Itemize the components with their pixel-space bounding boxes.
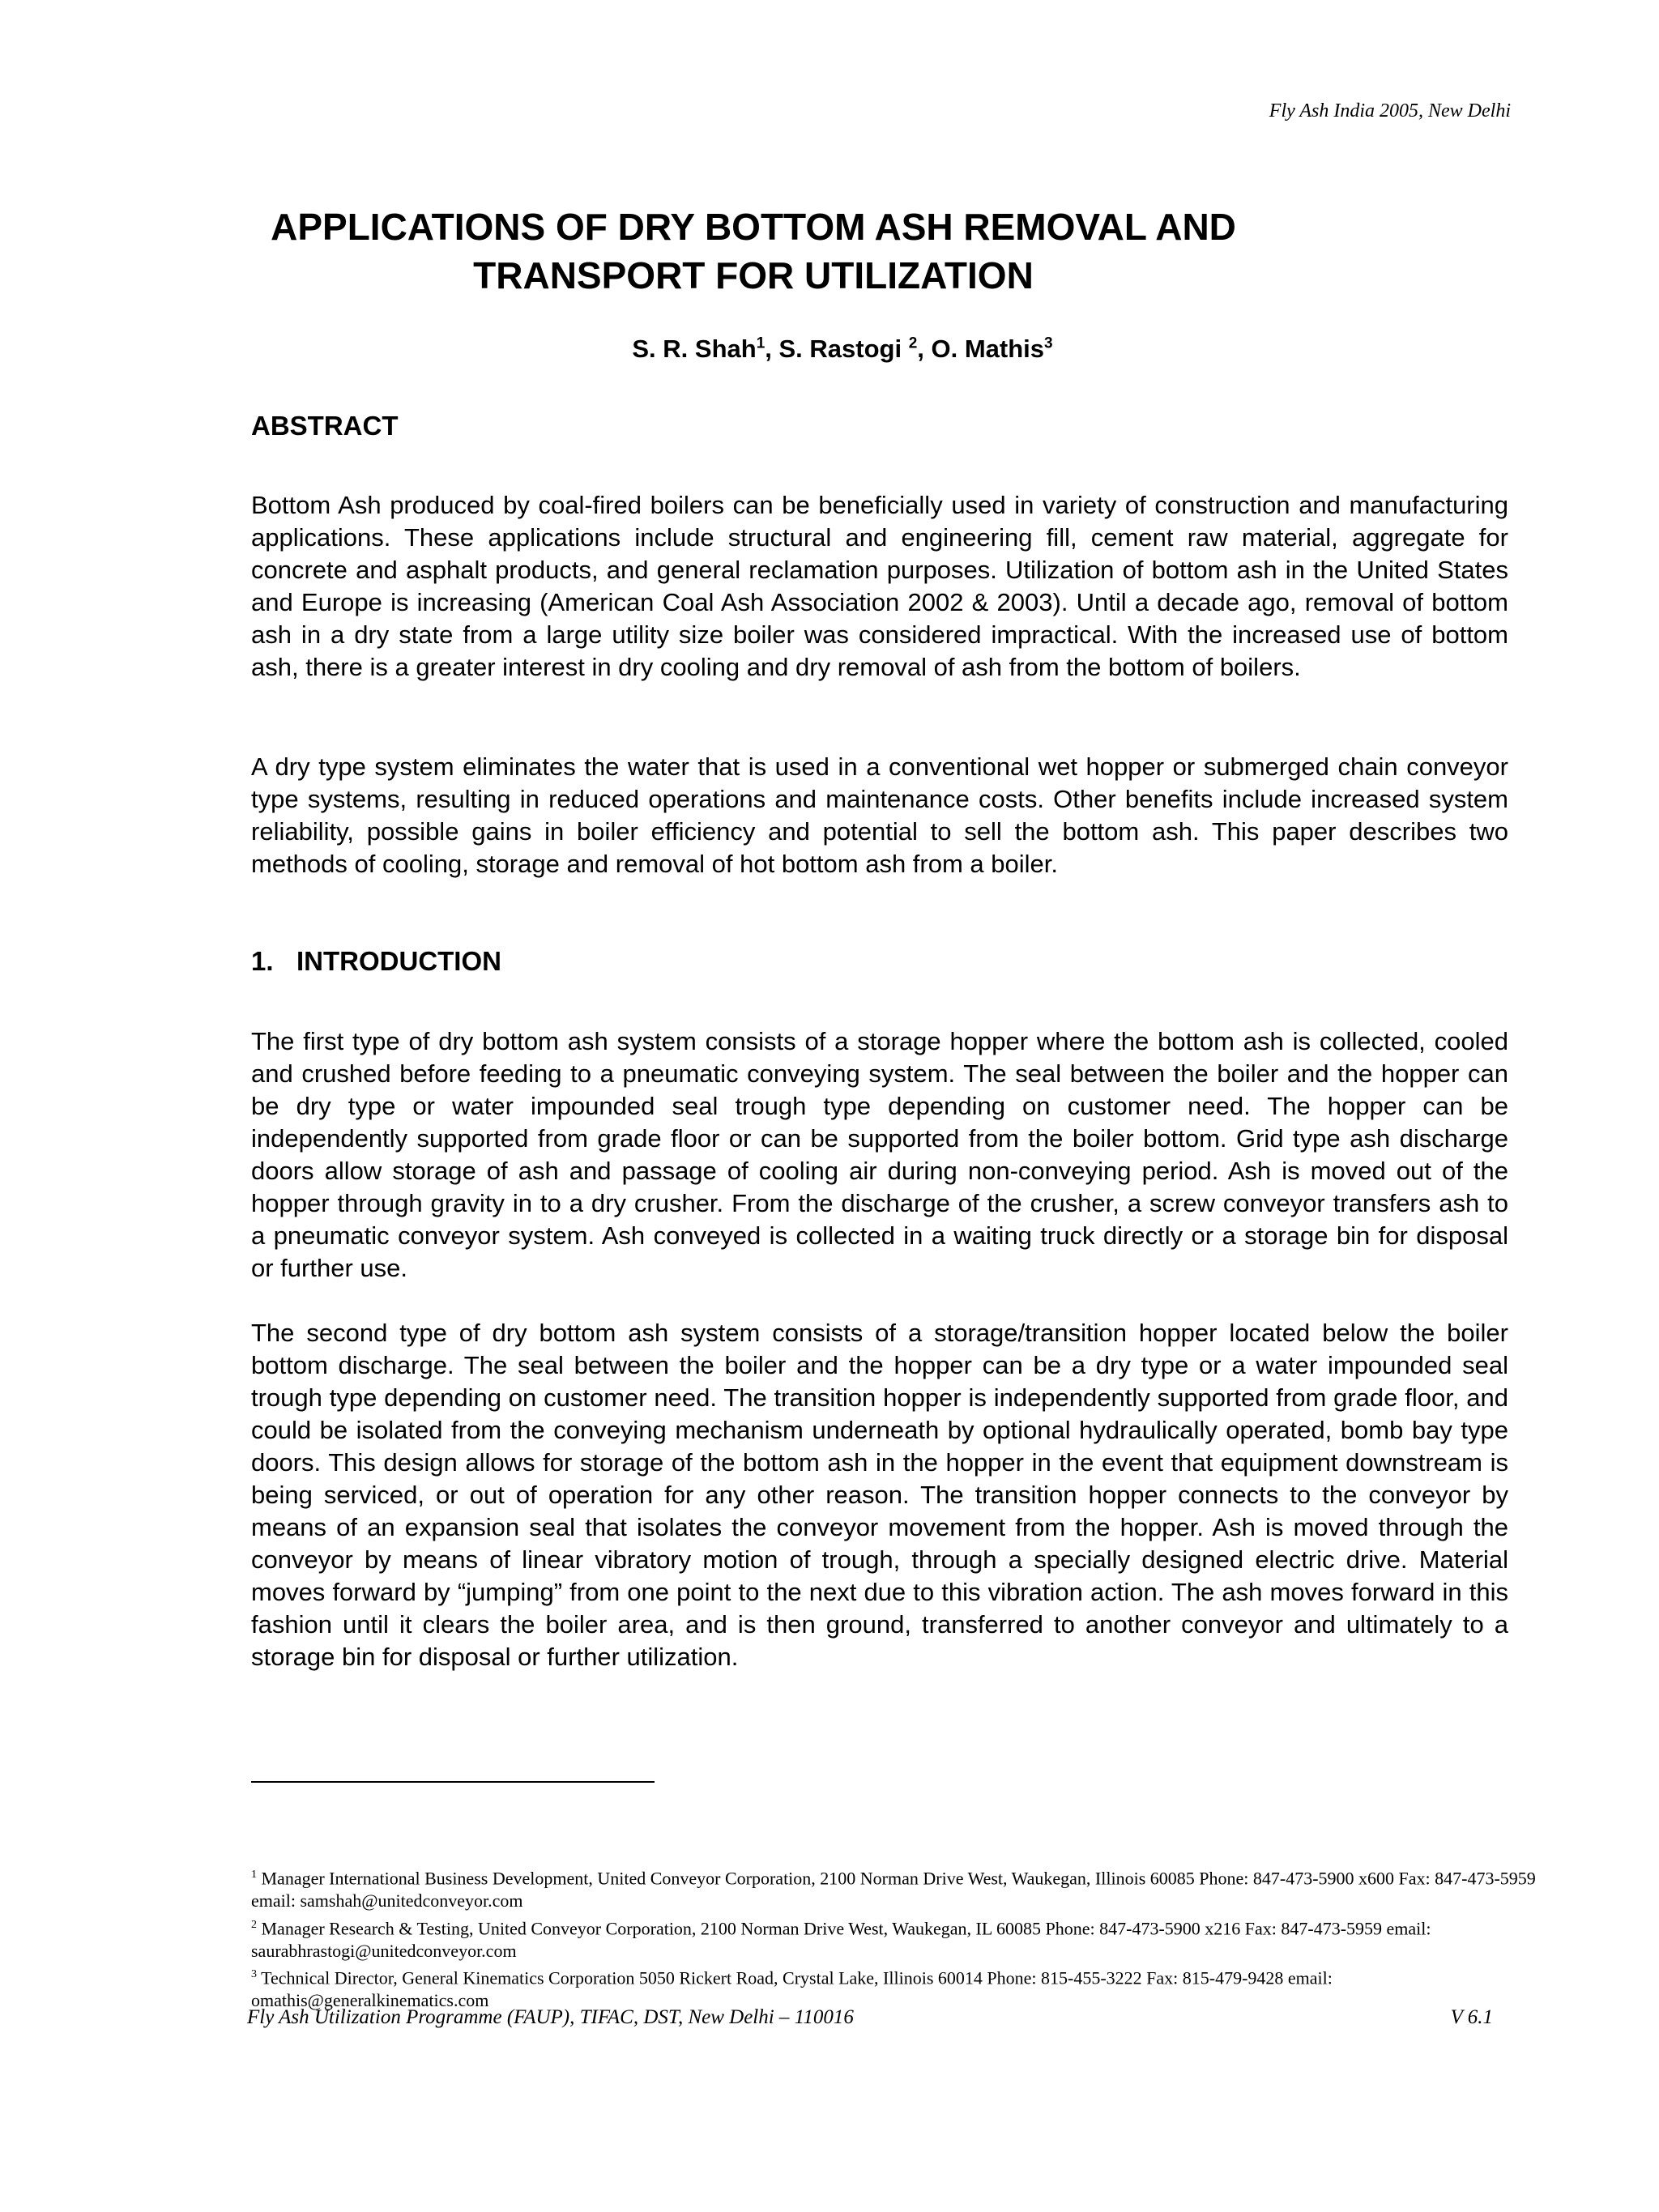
footnote-mark: 3 (251, 1968, 257, 1980)
author-affiliation-mark: 2 (908, 335, 918, 352)
author-name: S. R. Shah (632, 335, 757, 363)
paper-title (251, 202, 1256, 300)
author-list (518, 335, 1166, 364)
footnote (251, 1864, 1555, 1912)
footnote (251, 1914, 1555, 1963)
title-line-1: APPLICATIONS OF DRY BOTTOM ASH REMOVAL AND (271, 206, 1236, 248)
footnote-mark: 1 (251, 1869, 257, 1881)
introduction-paragraph: The first type of dry bottom ash system consists of a storage hopper where the bottom ash is collected, cooled and crushed before feeding to a pneumatic conveying system. The seal between the boiler and the hopper can be dry type or water impounded seal trough type depending on customer need. The hopper can be independently supported from grade floor or can be supported from the boiler bottom. Grid type ash discharge doors allow storage of ash and passage of cooling air during non-conveying period. Ash is moved out of the hopper through gravity in to a dry crusher. From the discharge of the crusher, a screw conveyor transfers ash to a pneumatic conveyor system. Ash conveyed is collected in a waiting truck directly or a storage bin for disposal or further use. (251, 1027, 1508, 1282)
author-separator: , (917, 335, 932, 363)
footnote-divider (251, 1781, 655, 1783)
author-affiliation-mark: 1 (756, 335, 766, 352)
title-line-2: TRANSPORT FOR UTILIZATION (473, 254, 1034, 296)
footnote-text: Manager International Business Development, United Conveyor Corporation, 2100 Norman Drive West, Waukegan, Illinois 60085 Phone: 847-473-5900 x600 Fax: 847-473-5959 email: samshah@unitedconveyor.com (251, 1868, 1536, 1912)
author-affiliation-mark: 3 (1044, 335, 1053, 352)
section-number: 1. (251, 946, 274, 976)
page-footer-left: Fly Ash Utilization Programme (FAUP), TIFAC, DST, New Delhi – 110016 (247, 2006, 854, 2028)
footnote-text: Manager Research & Testing, United Conveyor Corporation, 2100 Norman Drive West, Waukegan, IL 60085 Phone: 847-473-5900 x216 Fax: 847-473-5959 email: saurabhrastogi@unitedconveyor.com (251, 1918, 1431, 1962)
abstract-heading: ABSTRACT (251, 411, 399, 441)
footnote-text: Technical Director, General Kinematics Corporation 5050 Rickert Road, Crystal Lake, Illinois 60014 Phone: 815-455-3222 Fax: 815-479-9428 email: omathis@generalkinematics.com (251, 1967, 1333, 2011)
section-title: INTRODUCTION (296, 946, 501, 976)
footnote (251, 1963, 1555, 2012)
introduction-heading (251, 946, 501, 977)
page-footer-version: V 6.1 (1450, 2006, 1493, 2028)
running-head: Fly Ash India 2005, New Delhi (1269, 100, 1511, 121)
author-separator: , (765, 335, 779, 363)
author-name: S. Rastogi (778, 335, 909, 363)
introduction-paragraph: The second type of dry bottom ash system consists of a storage/transition hopper located below the boiler bottom discharge. The seal between the boiler and the hopper can be a dry type or a water impounded seal trough type depending on customer need. The transition hopper is independently supported from grade floor, and could be isolated from the conveying mechanism underneath by optional hydraulically operated, bomb bay type doors. This design allows for storage of the bottom ash in the hopper in the event that equipment downstream is being serviced, or out of operation for any other reason. The transition hopper connects to the conveyor by means of an expansion seal that isolates the conveyor movement from the hopper. Ash is moved through the conveyor by means of linear vibratory motion of trough, through a specially designed electric drive. Material moves forward by “jumping” from one point to the next due to this vibration action. The ash moves forward in this fashion until it clears the boiler area, and is then ground, transferred to another conveyor and ultimately to a storage bin for disposal or further utilization. (251, 1319, 1508, 1671)
abstract-paragraph: Bottom Ash produced by coal-fired boilers can be beneficially used in variety of construction and manufacturing applications. These applications include structural and engineering fill, cement raw material, aggregate for concrete and asphalt products, and general reclamation purposes. Utilization of bottom ash in the United States and Europe is increasing (American Coal Ash Association 2002 & 2003). Until a decade ago, removal of bottom ash in a dry state from a large utility size boiler was considered impractical. With the increased use of bottom ash, there is a greater interest in dry cooling and dry removal of ash from the bottom of boilers. (251, 491, 1508, 681)
footnote-mark: 2 (251, 1919, 257, 1931)
abstract-paragraph: A dry type system eliminates the water that is used in a conventional wet hopper or submerged chain conveyor type systems, resulting in reduced operations and maintenance costs. Other benefits include increased system reliability, possible gains in boiler efficiency and potential to sell the bottom ash. This paper describes two methods of cooling, storage and removal of hot bottom ash from a boiler. (251, 752, 1508, 878)
author-name: O. Mathis (931, 335, 1045, 363)
